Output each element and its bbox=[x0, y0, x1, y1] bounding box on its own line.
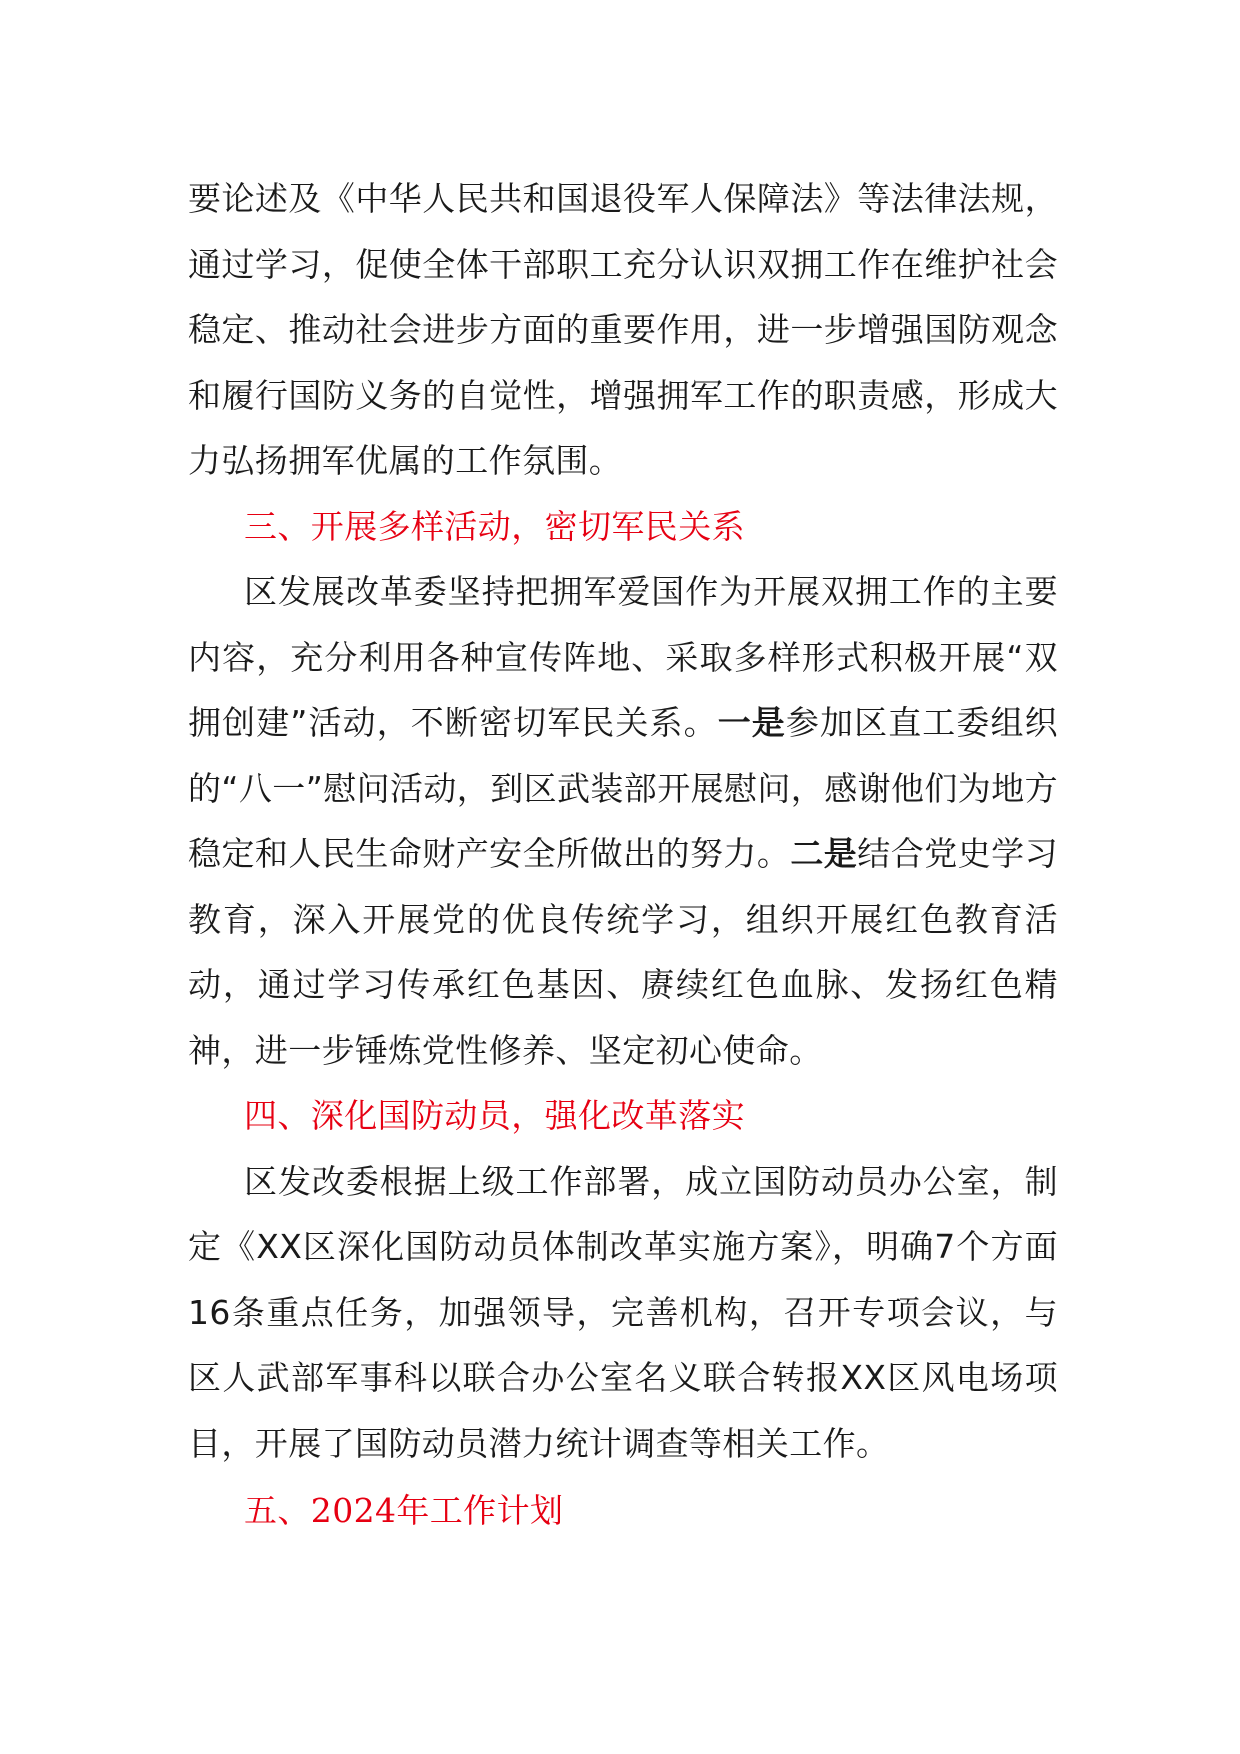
point-one-label: 一是 bbox=[717, 703, 786, 742]
point-two-text: 结合党史学习教育，深入开展党的优良传统学习，组织开展红色教育活动，通过学习传承红色基因、赓续红色血脉、发扬红色精神，进一步锤炼党性修养、坚定初心使命。 bbox=[188, 834, 1058, 1070]
paragraph-study-law: 要论述及《中华人民共和国退役军人保障法》等法律法规，通过学习，促使全体干部职工充分认识双拥工作在维护社会稳定、推动社会进步方面的重要作用，进一步增强国防观念和履行国防义务的自觉性，增强拥军工作的职责感，形成大力弘扬拥军优属的工作氛围。 bbox=[188, 179, 1058, 480]
heading-section-3: 三、开展多样活动，密切军民关系 bbox=[244, 506, 745, 546]
paragraph-activities bbox=[188, 559, 1058, 1083]
point-one-text: 参加区直工委组织的“八一”慰问活动，到区武装部开展慰问，感谢他们为地方稳定和人民生命财产安全所做出的努力。 bbox=[188, 703, 1058, 873]
point-two-label: 二是 bbox=[790, 834, 858, 873]
paragraph-defense-mobilization: 区发改委根据上级工作部署，成立国防动员办公室，制定《XX区深化国防动员体制改革实施方案》，明确7个方面16条重点任务，加强领导，完善机构，召开专项会议，与区人武部军事科以联合办公室名义联合转报XX区风电场项目，开展了国防动员潜力统计调查等相关工作。 bbox=[188, 1161, 1058, 1463]
heading-section-5: 五、2024年工作计划 bbox=[244, 1491, 564, 1530]
heading-section-4: 四、深化国防动员，强化改革落实 bbox=[244, 1096, 745, 1135]
document-page bbox=[188, 166, 1058, 1544]
paragraph-activities-intro: 区发展改革委坚持把拥军爱国作为开展双拥工作的主要内容，充分利用各种宣传阵地、采取多样形式积极开展“双拥创建”活动，不断密切军民关系。 bbox=[188, 572, 1058, 742]
